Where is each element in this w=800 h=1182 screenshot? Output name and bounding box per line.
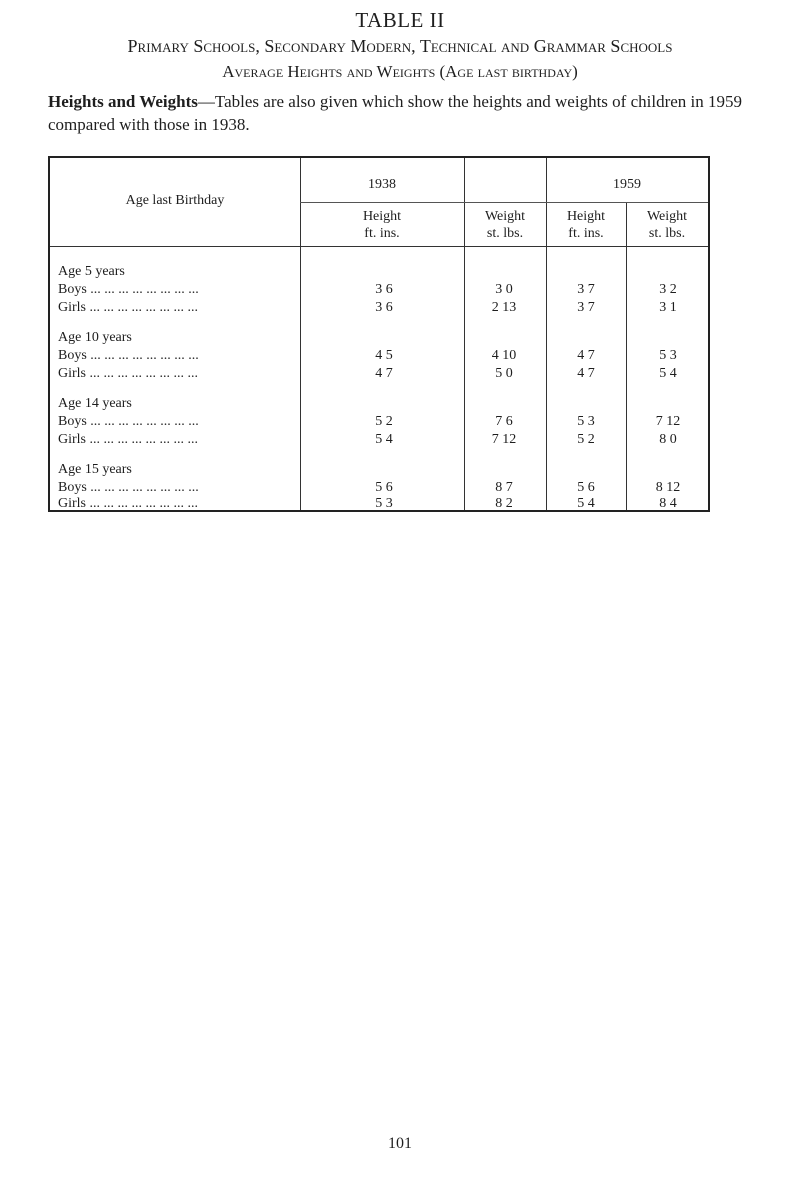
row-label-text: Girls <box>58 432 86 447</box>
cell-h1938: 4 7 <box>375 366 393 381</box>
row-label <box>58 414 378 430</box>
group-title: Age 14 years <box>58 396 132 411</box>
cell-w1959: 5 3 <box>659 348 677 363</box>
table-label: TABLE II <box>355 8 445 32</box>
cell-w1959: 8 12 <box>655 480 681 495</box>
row-label-text: Boys <box>58 348 87 363</box>
cell-w1959: 7 12 <box>655 414 681 429</box>
header-rule <box>50 246 708 247</box>
row-label <box>58 480 378 496</box>
cell-w1959: 3 1 <box>659 300 677 315</box>
weight-label: Weight <box>646 209 688 224</box>
heading-line-2: Average Heights and Weights (Age last birthday) <box>222 62 578 81</box>
weight-1938-header <box>464 208 546 242</box>
cell-h1959: 5 2 <box>577 432 595 447</box>
weight-label: Weight <box>484 209 526 224</box>
cell-w1959: 5 4 <box>659 366 677 381</box>
cell-w1959: 8 4 <box>659 496 677 511</box>
height-1959-header <box>546 208 626 242</box>
year-1959-header: 1959 <box>613 177 641 192</box>
cell-h1938: 5 2 <box>375 414 393 429</box>
dot-leader: ... ... ... ... ... ... ... ... <box>89 300 198 315</box>
height-label: Height <box>362 209 402 224</box>
cell-w1959: 8 0 <box>659 432 677 447</box>
dot-leader: ... ... ... ... ... ... ... ... <box>89 366 198 381</box>
page-number: 101 <box>388 1135 412 1152</box>
cell-w1938: 7 6 <box>495 414 513 429</box>
cell-h1938: 3 6 <box>375 282 393 297</box>
cell-h1959: 5 6 <box>577 480 595 495</box>
cell-h1959: 5 3 <box>577 414 595 429</box>
dot-leader: ... ... ... ... ... ... ... ... <box>90 480 199 495</box>
cell-w1938: 4 10 <box>491 348 517 363</box>
year-1938-header: 1938 <box>368 177 396 192</box>
group-title: Age 15 years <box>58 462 132 477</box>
col-rule-4 <box>626 202 627 510</box>
heights-weights-table <box>48 156 710 512</box>
heading-line-1: Primary Schools, Secondary Modern, Technical and Grammar Schools <box>127 36 673 56</box>
cell-w1938: 7 12 <box>491 432 517 447</box>
weight-unit: st. lbs. <box>648 226 686 241</box>
height-unit: ft. ins. <box>568 226 604 241</box>
row-label-text: Boys <box>58 282 87 297</box>
cell-w1938: 2 13 <box>491 300 517 315</box>
cell-w1938: 3 0 <box>495 282 513 297</box>
row-label <box>58 300 378 316</box>
dot-leader: ... ... ... ... ... ... ... ... <box>89 432 198 447</box>
weight-1959-header <box>626 208 708 242</box>
cell-h1938: 5 6 <box>375 480 393 495</box>
cell-w1959: 3 2 <box>659 282 677 297</box>
height-unit: ft. ins. <box>364 226 400 241</box>
dot-leader: ... ... ... ... ... ... ... ... <box>89 496 198 511</box>
height-1938-header <box>300 208 464 242</box>
cell-h1959: 4 7 <box>577 366 595 381</box>
cell-h1938: 5 3 <box>375 496 393 511</box>
row-label-text: Boys <box>58 480 87 495</box>
intro-paragraph <box>48 90 768 136</box>
cell-h1959: 3 7 <box>577 300 595 315</box>
cell-h1938: 3 6 <box>375 300 393 315</box>
row-label <box>58 282 378 298</box>
subheader-rule <box>300 202 708 203</box>
col-age-header: Age last Birthday <box>125 193 225 208</box>
cell-w1938: 5 0 <box>495 366 513 381</box>
row-label-text: Boys <box>58 414 87 429</box>
cell-h1938: 5 4 <box>375 432 393 447</box>
weight-unit: st. lbs. <box>486 226 524 241</box>
row-label <box>58 432 378 448</box>
row-label-text: Girls <box>58 300 86 315</box>
intro-bold: Heights and Weights <box>48 92 198 111</box>
row-label-text: Girls <box>58 496 86 511</box>
cell-w1938: 8 2 <box>495 496 513 511</box>
intro-text: —Tables are also given which show the heights and weights of children in 1959 compared with those in 1938. <box>48 92 742 134</box>
cell-w1938: 8 7 <box>495 480 513 495</box>
row-label <box>58 348 378 364</box>
height-label: Height <box>566 209 606 224</box>
dot-leader: ... ... ... ... ... ... ... ... <box>90 414 199 429</box>
row-label <box>58 496 378 512</box>
dot-leader: ... ... ... ... ... ... ... ... <box>90 282 199 297</box>
cell-h1959: 5 4 <box>577 496 595 511</box>
row-label <box>58 366 378 382</box>
cell-h1959: 3 7 <box>577 282 595 297</box>
row-label-text: Girls <box>58 366 86 381</box>
cell-h1959: 4 7 <box>577 348 595 363</box>
dot-leader: ... ... ... ... ... ... ... ... <box>90 348 199 363</box>
group-title: Age 10 years <box>58 330 132 345</box>
group-title: Age 5 years <box>58 264 125 279</box>
cell-h1938: 4 5 <box>375 348 393 363</box>
